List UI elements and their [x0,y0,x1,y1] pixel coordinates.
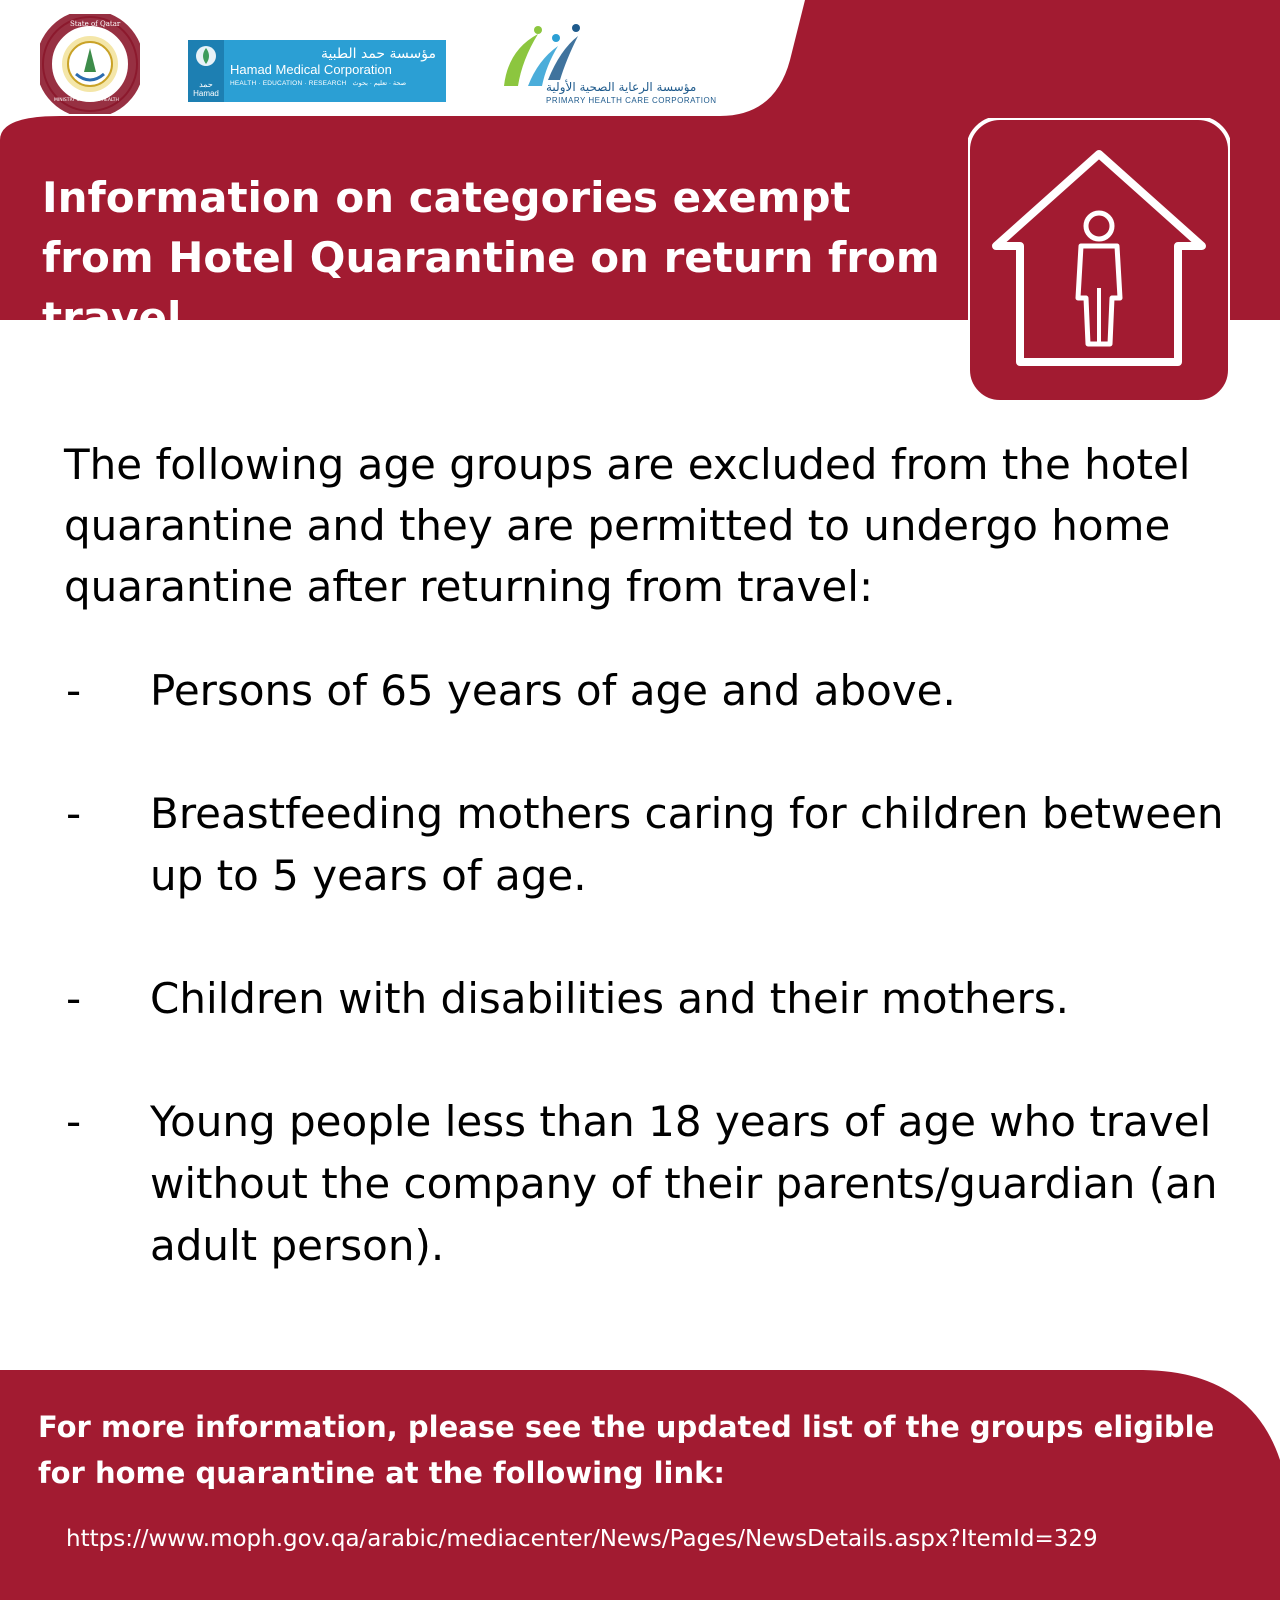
hamad-short-ar: حمد [199,80,213,89]
qatar-ring-bottom-text: MINISTRY OF PUBLIC HEALTH [54,98,119,103]
list-item-text: Young people less than 18 years of age who travel without the company of their parents/guardian (an adult person). [150,1097,1218,1270]
list-item [64,783,1254,907]
ministry-public-health-logo [40,14,140,114]
hamad-english-name: Hamad Medical Corporation [230,62,392,77]
list-item [64,1091,1254,1277]
bullet-dash: - [66,1097,82,1146]
list-item [64,660,1254,722]
footer-info-text: For more information, please see the updated list of the groups eligible for home quarantine at the following link: [38,1410,1215,1490]
bullet-dash: - [66,974,82,1023]
page-title: Information on categories exempt from Hotel Quarantine on return from travel [42,173,940,342]
primary-health-care-logo [498,20,718,110]
list-item-text: Persons of 65 years of age and above. [150,666,956,715]
phcc-arabic-name: مؤسسة الرعاية الصحية الأولية [546,80,697,94]
list-item-text: Children with disabilities and their mothers. [150,974,1069,1023]
phcc-english-name: PRIMARY HEALTH CARE CORPORATION [546,96,717,105]
exempt-categories-list [64,660,1254,1338]
footer-link[interactable]: https://www.moph.gov.qa/arabic/mediacenter/News/Pages/NewsDetails.aspx?ItemId=329 [66,1526,1098,1552]
hamad-arabic-name: مؤسسة حمد الطبية [320,46,436,62]
list-item-text: Breastfeeding mothers caring for children between up to 5 years of age. [150,789,1224,900]
hamad-tagline-en: HEALTH · EDUCATION · RESEARCH [230,80,347,87]
house-person-icon [968,118,1230,402]
hamad-tagline-ar: صحة · تعليم · بحوث [352,80,407,87]
leaf-icon [188,40,224,80]
intro-paragraph: The following age groups are excluded from the hotel quarantine and they are permitted to undergo home quarantine after returning from travel: [64,440,1191,611]
list-item [64,968,1254,1030]
hamad-short-en: Hamad [193,89,219,98]
bullet-dash: - [66,666,82,715]
hamad-medical-corporation-logo [188,40,446,102]
bullet-dash: - [66,789,82,838]
qatar-ring-top-text: State of Qatar [70,20,121,28]
